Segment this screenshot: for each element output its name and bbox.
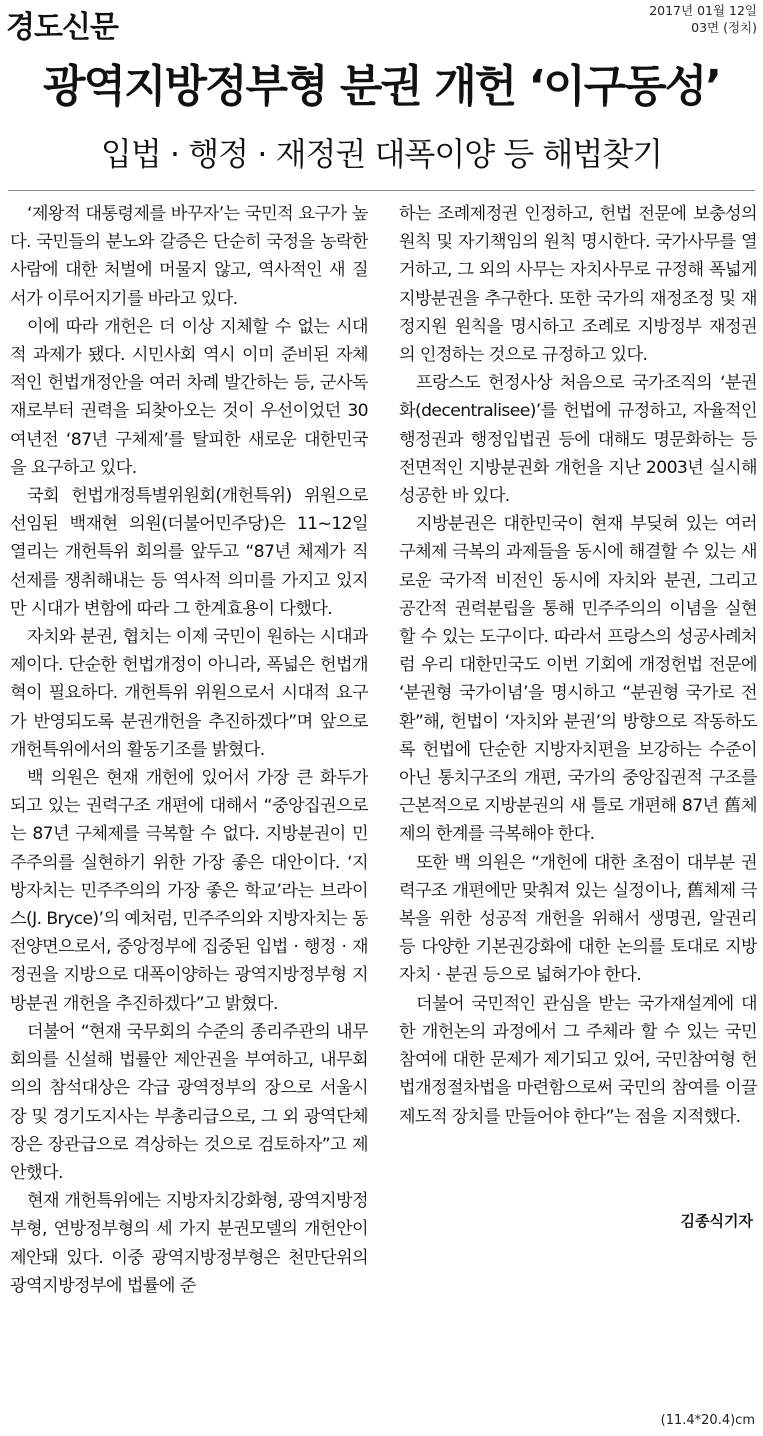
- paragraph: 자치와 분권, 협치는 이제 국민이 원하는 시대과제이다. 단순한 헌법개정이 아니라, 폭넓은 헌법개혁이 필요하다. 개헌특위 위원으로서 시대적 요구가 반영되도록 분권개헌을 추진하겠다”며 앞으로 개헌특위에서의 활동기조를 밝혔다.: [10, 627, 368, 760]
- paragraph: 현재 개헌특위에는 지방자치강화형, 광역지방정부형, 연방정부형의 세 가지 분권모델의 개헌안이 제안돼 있다. 이중 광역지방정부형은 천만단위의 광역지방정부에 법률에 준: [10, 1191, 368, 1296]
- headline-divider: [8, 190, 755, 191]
- paragraph: 지방분권은 대한민국이 현재 부딪혀 있는 여러 구체제 극복의 과제들을 동시에 해결할 수 있는 새로운 국가적 비전인 동시에 자치와 분권, 그리고 공간적 권력분립을 통해 민주주의의 이념을 실현할 수 있는 도구이다. 따라서 프랑스의 성공사례처럼 우리 대한민국도 이번 기회에 개정헌법 전문에 ‘분권형 국가이념’을 명시하고 “분권형 국가로 전환”해, 헌법이 ‘자치와 분권’의 방향으로 작동하도록 헌법에 단순한 지방자치편을 보강하는 수준이 아닌 통치구조의 개편, 국가의 중앙집권적 구조를 근본적으로 지방분권의 새 틀로 개편해 87년 舊체제의 한계를 극복해야 한다.: [399, 514, 757, 845]
- paragraph: 이에 따라 개헌은 더 이상 지체할 수 없는 시대적 과제가 됐다. 시민사회 역시 이미 준비된 자체적인 헌법개정안을 여러 차례 발간하는 등, 군사독재로부터 권력을 되찾아오는 것이 우선이었던 30여년전 ‘87년 구체제’를 탈피한 새로운 대한민국을 요구하고 있다.: [10, 316, 368, 478]
- paragraph: 하는 조례제정권 인정하고, 헌법 전문에 보충성의 원칙 및 자기책임의 원칙 명시한다. 국가사무를 열거하고, 그 외의 사무는 자치사무로 규정해 폭넓게 지방분권을 추구한다. 또한 국가의 재정조정 및 재정지원 원칙을 명시하고 조례로 지방정부 재정권의 인정하는 것으로 규정하고 있다.: [399, 204, 757, 366]
- issue-date: 2017년 01월 12일: [649, 3, 757, 18]
- article-column-left: [10, 200, 368, 1405]
- reporter-byline: 김종식기자: [680, 1212, 753, 1230]
- clipping-size-note: (11.4*20.4)cm: [660, 1413, 755, 1428]
- article-column-right: [399, 200, 757, 1190]
- paragraph: ‘제왕적 대통령제를 바꾸자’는 국민적 요구가 높다. 국민들의 분노와 갈증은 단순히 국정을 농락한 사람에 대한 처벌에 머물지 않고, 역사적인 새 질서가 이루어지기를 바라고 있다.: [10, 204, 368, 309]
- newspaper-masthead: 경도신문: [6, 10, 118, 45]
- paragraph: 백 의원은 현재 개헌에 있어서 가장 큰 화두가 되고 있는 권력구조 개편에 대해서 “중앙집권으로는 87년 구체제를 극복할 수 없다. 지방분권이 민주주의를 실현하기 위한 가장 좋은 대안이다. ‘지방자치는 민주주의의 가장 좋은 학교’라는 브라이스(J. Bryce)’의 예처럼, 민주주의와 지방자치는 동전양면으로서, 중앙정부에 집중된 입법 · 행정 · 재정권을 지방으로 대폭이양하는 광역지방정부형 지방분권 개헌을 추진하겠다”고 밝혔다.: [10, 768, 368, 1014]
- page-section: 03면 (정치): [691, 20, 757, 35]
- paragraph: 국회 헌법개정특별위원회(개헌특위) 위원으로 선임된 백재현 의원(더불어민주당)은 11~12일 열리는 개헌특위 회의를 앞두고 “87년 체제가 직선제를 쟁취해내는 등 역사적 의미를 가지고 있지만 시대가 변함에 따라 그 한계효용이 다했다.: [10, 486, 368, 619]
- article-subheadline: 입법 · 행정 · 재정권 대폭이양 등 해법찾기: [100, 135, 663, 173]
- paragraph: 더불어 “현재 국무회의 수준의 종리주관의 내무회의를 신설해 법률안 제안권을 부여하고, 내무회의의 참석대상은 각급 광역정부의 장으로 서울시장 및 경기도지사는 부총리급으로, 그 외 광역단체장은 장관급으로 격상하는 것으로 검토하자”고 제안했다.: [10, 1021, 368, 1183]
- article-headline: 광역지방정부형 분권 개헌 ‘이구동성’: [43, 61, 720, 112]
- paragraph: 또한 백 의원은 “개헌에 대한 초점이 대부분 권력구조 개편에만 맞춰져 있는 실정이나, 舊체제 극복을 위한 성공적 개헌을 위해서 생명권, 알권리 등 다양한 기본권강화에 대한 논의를 토대로 지방자치 · 분권 등으로 넓혀가야 한다.: [399, 852, 757, 986]
- paragraph: 더불어 국민적인 관심을 받는 국가재설계에 대한 개헌논의 과정에서 그 주체라 할 수 있는 국민참여에 대한 문제가 제기되고 있어, 국민참여형 헌법개정절차법을 마련함으로써 국민의 참여를 이끌 제도적 장치를 만들어야 한다”는 점을 지적했다.: [399, 993, 757, 1127]
- paragraph: 프랑스도 헌정사상 처음으로 국가조직의 ‘분권화(decentralisee)’를 헌법에 규정하고, 자율적인 행정권과 행정입법권 등에 대해도 명문화하는 등 전면적인 지방분권화 개헌을 지난 2003년 실시해 성공한 바 있다.: [399, 373, 757, 507]
- issue-meta: [649, 2, 757, 36]
